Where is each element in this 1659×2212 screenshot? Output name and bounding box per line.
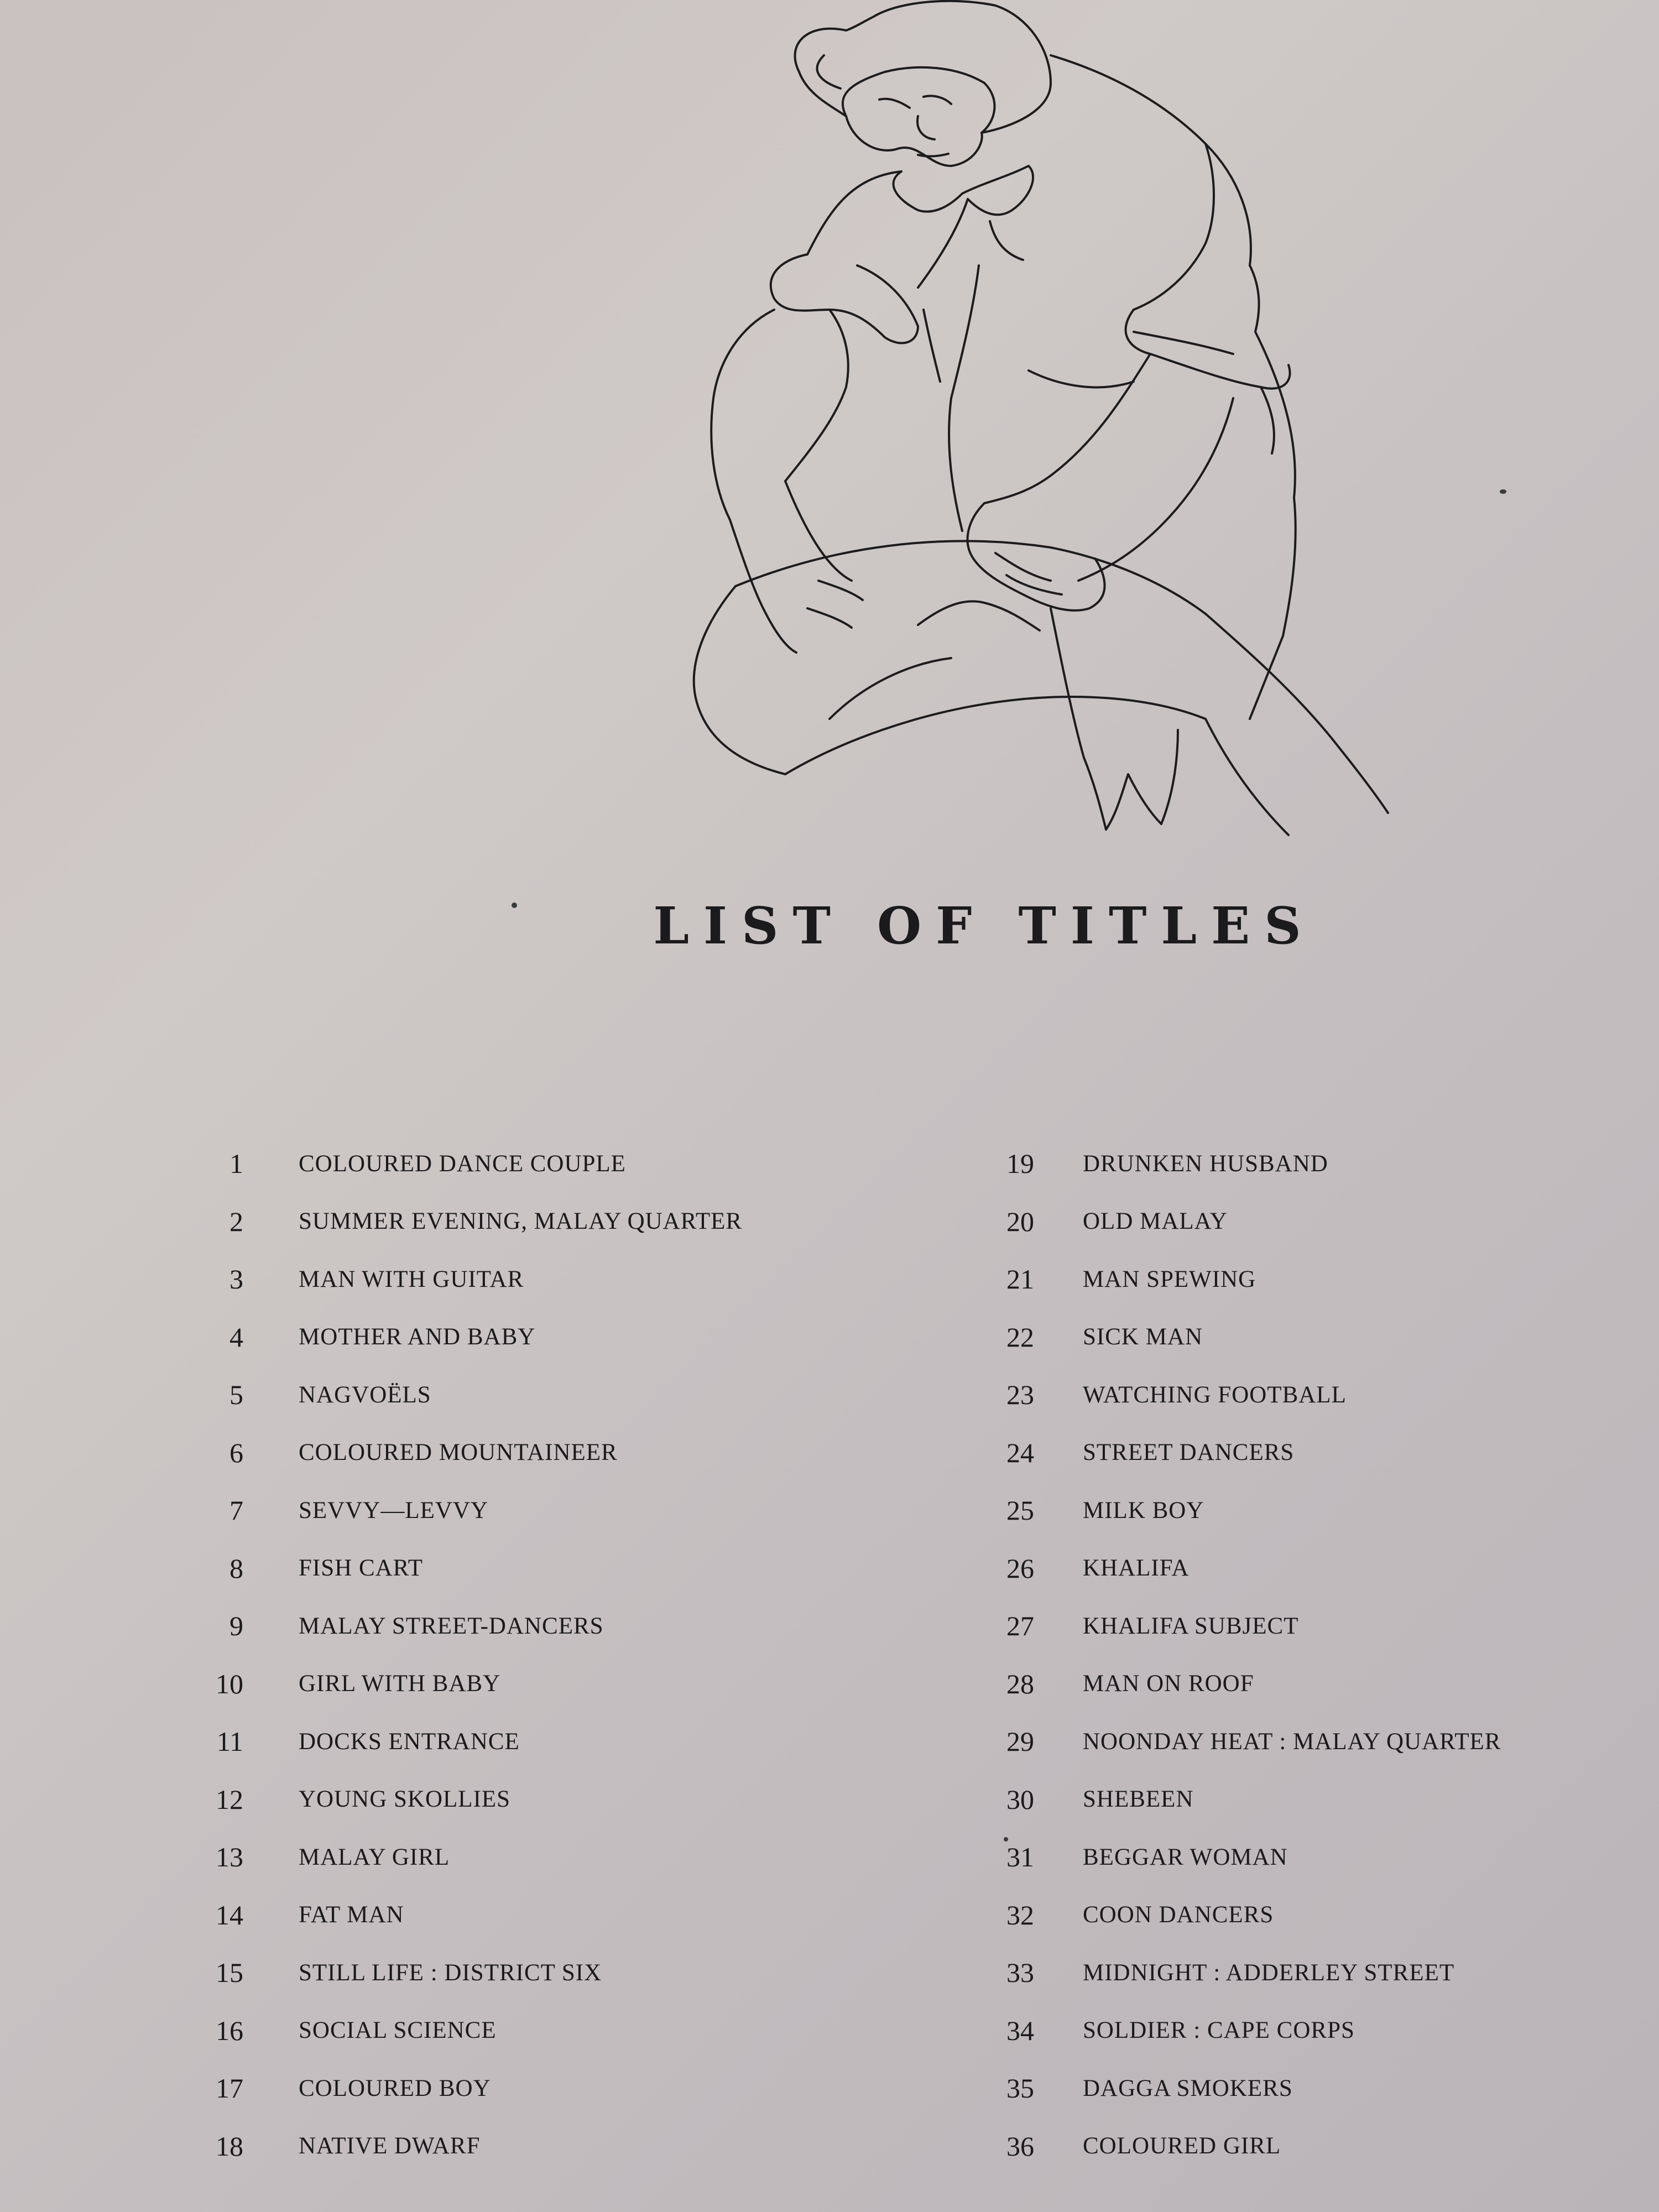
title-list-item xyxy=(1006,1886,1559,1944)
title-label: STREET DANCERS xyxy=(1083,1439,1295,1466)
title-list-item xyxy=(166,2059,885,2117)
title-number: 3 xyxy=(229,1264,243,1295)
title-number: 26 xyxy=(1006,1552,1034,1584)
title-list-item xyxy=(1006,2059,1559,2117)
title-list-item xyxy=(166,1655,885,1713)
title-label: DAGGA SMOKERS xyxy=(1083,2075,1293,2101)
title-number: 8 xyxy=(229,1552,243,1584)
title-number: 10 xyxy=(216,1668,243,1699)
title-number: 32 xyxy=(1006,1899,1034,1931)
title-number: 23 xyxy=(1006,1379,1034,1411)
title-number: 36 xyxy=(1006,2130,1034,2162)
title-label: GIRL WITH BABY xyxy=(299,1671,501,1697)
title-list-item xyxy=(1006,1308,1559,1366)
title-list-item xyxy=(1006,1713,1559,1771)
title-number: 19 xyxy=(1006,1148,1034,1180)
title-label: COON DANCERS xyxy=(1083,1902,1274,1928)
title-list-item xyxy=(166,1366,885,1424)
title-number: 24 xyxy=(1006,1437,1034,1468)
title-list-item xyxy=(166,1250,885,1308)
title-label: YOUNG SKOLLIES xyxy=(299,1786,511,1813)
title-label: MOTHER AND BABY xyxy=(299,1324,536,1350)
title-number: 28 xyxy=(1006,1668,1034,1699)
title-number: 21 xyxy=(1006,1264,1034,1295)
title-label: NAGVOËLS xyxy=(299,1381,431,1408)
title-list-item xyxy=(1006,1944,1559,2002)
title-label: SUMMER EVENING, MALAY QUARTER xyxy=(299,1208,743,1235)
paper-speck xyxy=(512,902,517,908)
title-label: SEVVY—LEVVY xyxy=(299,1497,489,1524)
titles-list-left xyxy=(166,1135,885,2175)
title-label: MALAY GIRL xyxy=(299,1844,450,1870)
title-number: 9 xyxy=(229,1610,243,1642)
title-number: 30 xyxy=(1006,1783,1034,1815)
title-list-item xyxy=(166,1886,885,1944)
title-label: KHALIFA xyxy=(1083,1555,1190,1582)
title-label: MIDNIGHT : ADDERLEY STREET xyxy=(1083,1959,1455,1986)
title-label: BEGGAR WOMAN xyxy=(1083,1844,1288,1870)
title-list-item xyxy=(1006,1481,1559,1540)
title-label: STILL LIFE : DISTRICT SIX xyxy=(299,1959,602,1986)
title-label: NOONDAY HEAT : MALAY QUARTER xyxy=(1083,1728,1501,1755)
title-label: MAN ON ROOF xyxy=(1083,1671,1254,1697)
title-number: 17 xyxy=(216,2073,243,2104)
title-list-item xyxy=(166,1713,885,1771)
title-list-item xyxy=(166,1308,885,1366)
page-title: LIST OF TITLES xyxy=(653,896,1316,956)
title-label: SHEBEEN xyxy=(1083,1786,1194,1813)
title-list-item xyxy=(1006,1135,1559,1193)
title-list-item xyxy=(166,1135,885,1193)
title-number: 20 xyxy=(1006,1206,1034,1237)
title-list-item xyxy=(1006,1828,1559,1886)
title-list-item xyxy=(1006,1655,1559,1713)
title-label: DRUNKEN HUSBAND xyxy=(1083,1150,1328,1177)
title-label: FISH CART xyxy=(299,1555,424,1582)
title-number: 12 xyxy=(216,1783,243,1815)
title-number: 16 xyxy=(216,2015,243,2046)
title-number: 7 xyxy=(229,1495,243,1526)
title-label: SOLDIER : CAPE CORPS xyxy=(1083,2017,1355,2044)
title-number: 5 xyxy=(229,1379,243,1411)
title-label: WATCHING FOOTBALL xyxy=(1083,1381,1347,1408)
title-number: 29 xyxy=(1006,1726,1034,1757)
titles-list-right xyxy=(1006,1135,1559,2175)
title-label: MAN SPEWING xyxy=(1083,1266,1256,1292)
title-label: KHALIFA SUBJECT xyxy=(1083,1613,1299,1639)
title-number: 31 xyxy=(1006,1841,1034,1873)
title-number: 11 xyxy=(216,1726,243,1757)
title-list-item xyxy=(166,1828,885,1886)
title-list-item xyxy=(1006,1193,1559,1251)
title-label: MAN WITH GUITAR xyxy=(299,1266,524,1292)
title-number: 35 xyxy=(1006,2073,1034,2104)
title-label: SICK MAN xyxy=(1083,1324,1203,1350)
paper-speck xyxy=(1004,1837,1008,1841)
title-list-item xyxy=(166,1771,885,1829)
title-list-item xyxy=(1006,1540,1559,1598)
title-label: COLOURED BOY xyxy=(299,2075,491,2101)
title-label: COLOURED DANCE COUPLE xyxy=(299,1150,626,1177)
title-list-item xyxy=(1006,1366,1559,1424)
title-number: 33 xyxy=(1006,1957,1034,1989)
title-label: FAT MAN xyxy=(299,1902,404,1928)
title-label: OLD MALAY xyxy=(1083,1208,1228,1235)
title-number: 6 xyxy=(229,1437,243,1468)
title-number: 34 xyxy=(1006,2015,1034,2046)
title-list-item xyxy=(1006,1424,1559,1482)
title-list-item xyxy=(166,1540,885,1598)
title-list-item xyxy=(1006,1597,1559,1655)
title-number: 18 xyxy=(216,2130,243,2162)
title-number: 2 xyxy=(229,1206,243,1237)
title-list-item xyxy=(166,1481,885,1540)
title-list-item xyxy=(166,1597,885,1655)
title-label: MALAY STREET-DANCERS xyxy=(299,1613,604,1639)
title-number: 25 xyxy=(1006,1495,1034,1526)
title-label: COLOURED MOUNTAINEER xyxy=(299,1439,618,1466)
title-list-item xyxy=(166,1424,885,1482)
title-number: 22 xyxy=(1006,1321,1034,1353)
line-drawing-woman-illustration xyxy=(498,0,1410,863)
title-label: NATIVE DWARF xyxy=(299,2133,481,2159)
paper-speck xyxy=(1500,489,1506,494)
title-list-item xyxy=(1006,2002,1559,2060)
title-number: 27 xyxy=(1006,1610,1034,1642)
title-label: DOCKS ENTRANCE xyxy=(299,1728,520,1755)
title-list-item xyxy=(1006,1250,1559,1308)
title-list-item xyxy=(1006,2117,1559,2176)
title-label: SOCIAL SCIENCE xyxy=(299,2017,497,2044)
title-list-item xyxy=(166,1944,885,2002)
title-number: 1 xyxy=(229,1148,243,1180)
title-number: 14 xyxy=(216,1899,243,1931)
title-label: COLOURED GIRL xyxy=(1083,2133,1281,2159)
title-list-item xyxy=(1006,1771,1559,1829)
title-number: 13 xyxy=(216,1841,243,1873)
title-number: 4 xyxy=(229,1321,243,1353)
title-list-item xyxy=(166,1193,885,1251)
title-list-item xyxy=(166,2002,885,2060)
title-label: MILK BOY xyxy=(1083,1497,1204,1524)
title-list-item xyxy=(166,2117,885,2176)
title-number: 15 xyxy=(216,1957,243,1989)
